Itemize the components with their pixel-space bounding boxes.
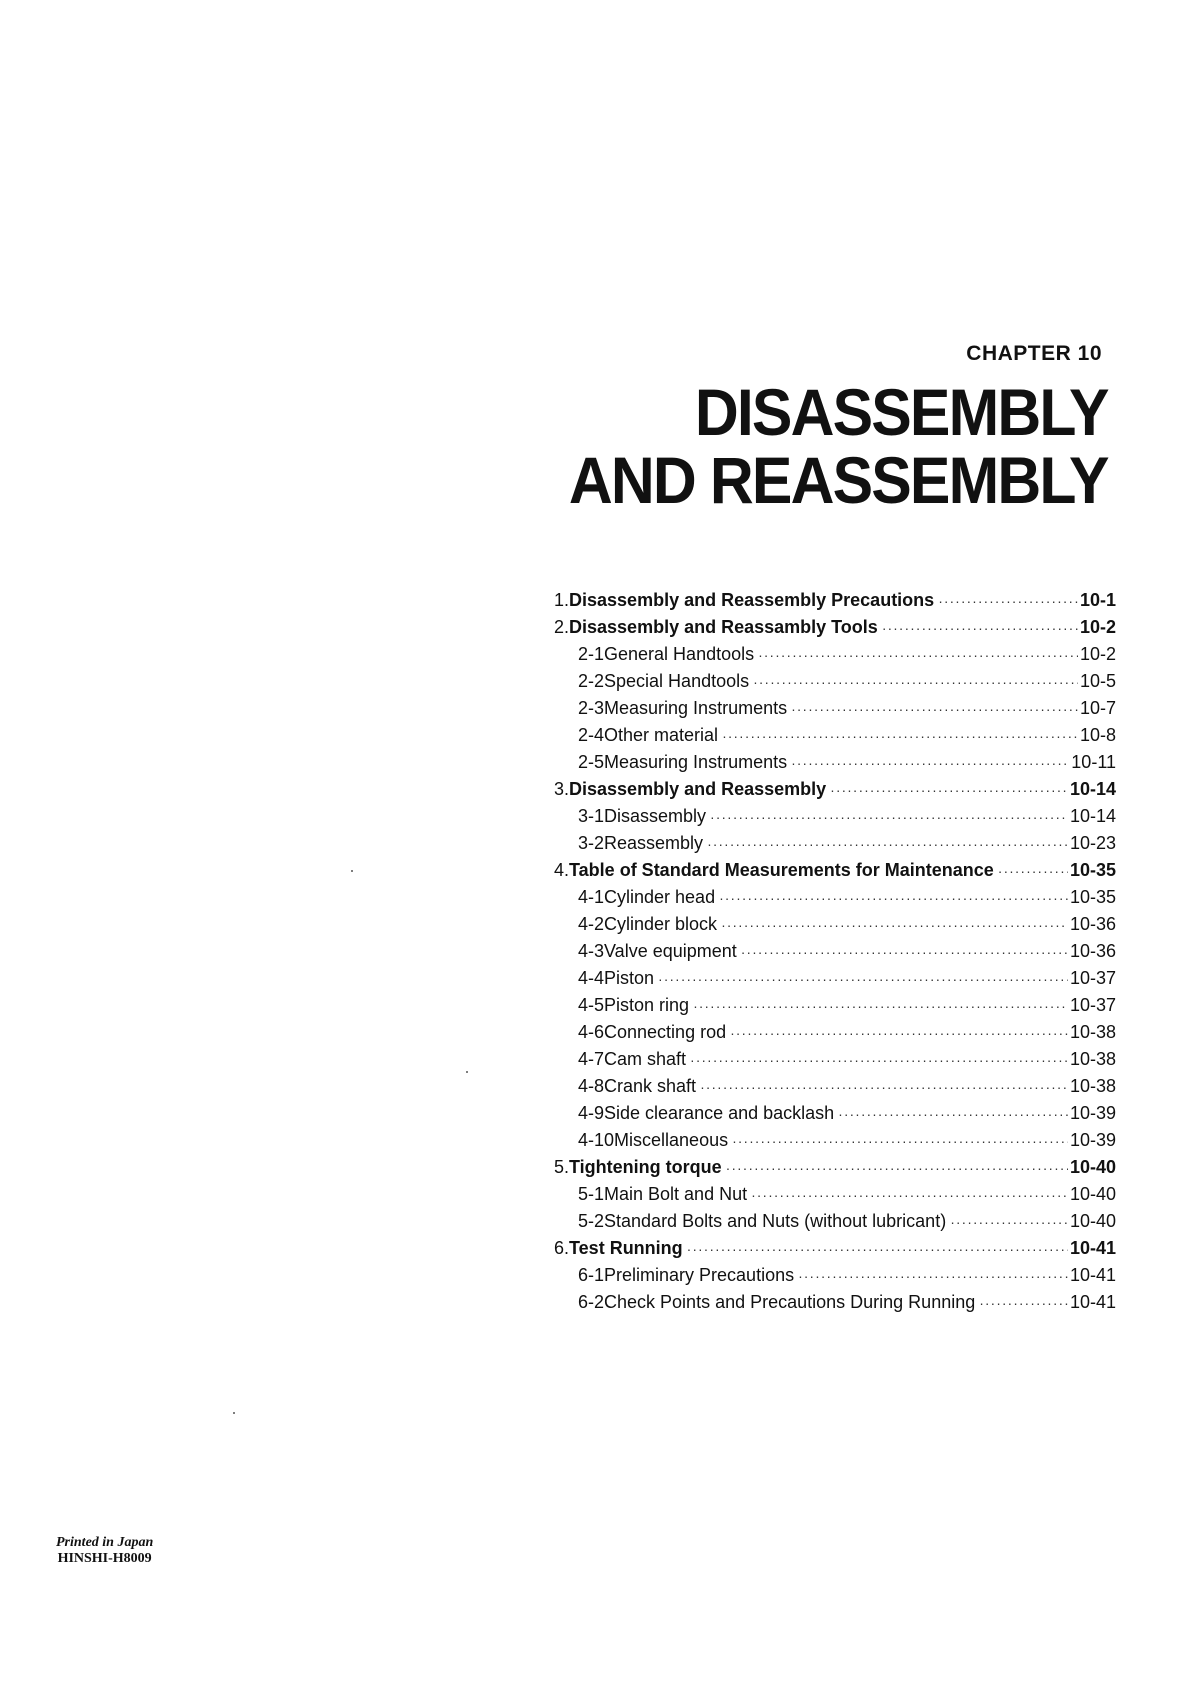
toc-entry-page: 10-8 [1079, 725, 1116, 745]
toc-leader-dots [741, 939, 1068, 966]
document-code: HINSHI-H8009 [57, 1551, 152, 1566]
toc-leader-dots [732, 1128, 1068, 1155]
toc-entry [554, 1019, 1116, 1046]
toc-entry-page: 10-40 [1069, 1184, 1116, 1204]
toc-entry [554, 722, 1116, 749]
toc-entry-title: Miscellaneous [614, 1130, 729, 1150]
toc-entry-title: General Handtools [604, 644, 755, 664]
toc-entry [554, 1235, 1116, 1262]
toc-entry [554, 587, 1116, 614]
printed-in-label: Printed in Japan [56, 1535, 154, 1550]
toc-entry-number: 3-2 [578, 833, 605, 853]
toc-entry [554, 1073, 1116, 1100]
toc-entry-page: 10-35 [1069, 860, 1116, 880]
toc-entry-title: Connecting rod [604, 1022, 727, 1042]
toc-leader-dots [687, 1236, 1068, 1263]
toc-entry-page: 10-37 [1069, 968, 1116, 988]
toc-leader-dots [700, 1074, 1068, 1101]
toc-entry-number: 4-8 [578, 1076, 605, 1096]
toc-entry-page: 10-2 [1079, 617, 1116, 637]
toc-entry-page: 10-38 [1069, 1076, 1116, 1096]
toc-leader-dots [979, 1290, 1068, 1317]
toc-leader-dots [690, 1047, 1068, 1074]
toc-entry-title: Test Running [569, 1238, 683, 1258]
toc-entry-page: 10-23 [1069, 833, 1116, 853]
toc-leader-dots [726, 1155, 1068, 1182]
toc-entry [554, 1154, 1116, 1181]
toc-leader-dots [721, 912, 1068, 939]
toc-entry-page: 10-39 [1069, 1130, 1116, 1150]
toc-entry-title: Main Bolt and Nut [604, 1184, 748, 1204]
toc-entry-title: Cylinder head [604, 887, 716, 907]
toc-entry [554, 830, 1116, 857]
toc-entry-title: Special Handtools [604, 671, 750, 691]
toc-entry [554, 614, 1116, 641]
toc-leader-dots [882, 615, 1078, 642]
toc-entry [554, 803, 1116, 830]
toc-entry [554, 668, 1116, 695]
scan-speck [466, 1071, 468, 1073]
toc-entry-number: 4-4 [578, 968, 605, 988]
toc-entry [554, 965, 1116, 992]
scan-speck [233, 1412, 235, 1414]
toc-leader-dots [950, 1209, 1068, 1236]
toc-entry [554, 884, 1116, 911]
toc-entry [554, 1289, 1116, 1316]
toc-leader-dots [707, 831, 1068, 858]
toc-entry-title: Tightening torque [569, 1157, 722, 1177]
toc-entry-page: 10-37 [1069, 995, 1116, 1015]
toc-entry-number: 4-6 [578, 1022, 605, 1042]
table-of-contents [554, 587, 1116, 1316]
toc-entry-title: Cylinder block [604, 914, 718, 934]
toc-entry [554, 749, 1116, 776]
toc-leader-dots [938, 588, 1078, 615]
toc-entry-number: 4-1 [578, 887, 605, 907]
toc-entry [554, 992, 1116, 1019]
toc-entry-page: 10-14 [1069, 779, 1116, 799]
toc-entry-number: 2-4 [578, 725, 605, 745]
toc-entry-number: 5-2 [578, 1211, 605, 1231]
toc-leader-dots [693, 993, 1068, 1020]
toc-entry [554, 641, 1116, 668]
toc-entry [554, 1262, 1116, 1289]
toc-entry [554, 695, 1116, 722]
toc-entry-page: 10-39 [1069, 1103, 1116, 1123]
toc-entry-page: 10-14 [1069, 806, 1116, 826]
toc-entry-number: 5. [554, 1157, 570, 1177]
chapter-title [569, 375, 1108, 517]
toc-entry-number: 4-5 [578, 995, 605, 1015]
toc-entry-title: Measuring Instruments [604, 752, 788, 772]
scan-speck [351, 870, 353, 872]
toc-entry-number: 2-1 [578, 644, 605, 664]
chapter-title-line-1: DISASSEMBLY [695, 375, 1108, 449]
toc-leader-dots [791, 696, 1078, 723]
toc-entry-page: 10-36 [1069, 914, 1116, 934]
toc-entry-number: 4-10 [578, 1130, 615, 1150]
toc-entry-number: 6-1 [578, 1265, 605, 1285]
toc-entry-number: 4. [554, 860, 570, 880]
toc-leader-dots [719, 885, 1068, 912]
toc-entry [554, 1046, 1116, 1073]
imprint [56, 1535, 153, 1567]
toc-leader-dots [658, 966, 1068, 993]
toc-entry-title: Standard Bolts and Nuts (without lubricant) [604, 1211, 947, 1231]
toc-entry-title: Disassembly and Reassembly [569, 779, 827, 799]
toc-entry-title: Check Points and Precautions During Running [604, 1292, 976, 1312]
toc-entry [554, 1208, 1116, 1235]
toc-entry-number: 1. [554, 590, 570, 610]
toc-entry-page: 10-41 [1069, 1238, 1116, 1258]
toc-entry-number: 4-2 [578, 914, 605, 934]
toc-leader-dots [830, 777, 1068, 804]
toc-leader-dots [722, 723, 1078, 750]
toc-entry-page: 10-36 [1069, 941, 1116, 961]
toc-entry-page: 10-35 [1069, 887, 1116, 907]
toc-leader-dots [753, 669, 1078, 696]
toc-entry-number: 4-3 [578, 941, 605, 961]
toc-entry-number: 2-2 [578, 671, 605, 691]
toc-leader-dots [758, 642, 1078, 669]
toc-entry-number: 4-9 [578, 1103, 605, 1123]
toc-leader-dots [730, 1020, 1068, 1047]
toc-leader-dots [791, 750, 1069, 777]
chapter-title-line-2: AND REASSEMBLY [569, 443, 1108, 517]
toc-entry-title: Other material [604, 725, 719, 745]
toc-entry-page: 10-38 [1069, 1049, 1116, 1069]
toc-entry-page: 10-2 [1079, 644, 1116, 664]
toc-leader-dots [998, 858, 1068, 885]
toc-entry-title: Disassembly and Reassambly Tools [569, 617, 878, 637]
toc-leader-dots [751, 1182, 1068, 1209]
toc-leader-dots [838, 1101, 1068, 1128]
toc-entry-page: 10-11 [1071, 752, 1116, 772]
toc-entry [554, 911, 1116, 938]
toc-entry-title: Reassembly [604, 833, 704, 853]
toc-entry-title: Cam shaft [604, 1049, 687, 1069]
toc-entry-title: Preliminary Precautions [604, 1265, 795, 1285]
toc-entry [554, 1127, 1116, 1154]
chapter-label: CHAPTER 10 [966, 342, 1102, 365]
toc-leader-dots [710, 804, 1068, 831]
toc-entry-page: 10-41 [1069, 1265, 1116, 1285]
toc-entry-number: 2. [554, 617, 570, 637]
toc-entry [554, 1181, 1116, 1208]
toc-entry-number: 6-2 [578, 1292, 605, 1312]
toc-entry-page: 10-41 [1069, 1292, 1116, 1312]
toc-entry-number: 2-5 [578, 752, 605, 772]
toc-entry-title: Table of Standard Measurements for Maintenance [569, 860, 994, 880]
toc-entry-number: 5-1 [578, 1184, 605, 1204]
toc-entry-title: Valve equipment [604, 941, 737, 961]
toc-entry-page: 10-1 [1079, 590, 1116, 610]
toc-entry-title: Piston ring [604, 995, 690, 1015]
toc-entry [554, 776, 1116, 803]
toc-entry-title: Crank shaft [604, 1076, 697, 1096]
toc-leader-dots [798, 1263, 1068, 1290]
toc-entry-title: Piston [604, 968, 655, 988]
toc-entry-number: 6. [554, 1238, 570, 1258]
toc-entry-number: 3. [554, 779, 570, 799]
toc-entry-number: 3-1 [578, 806, 605, 826]
toc-entry-title: Disassembly and Reassembly Precautions [569, 590, 935, 610]
toc-entry-page: 10-38 [1069, 1022, 1116, 1042]
toc-entry-page: 10-7 [1079, 698, 1116, 718]
toc-entry [554, 857, 1116, 884]
toc-entry-title: Measuring Instruments [604, 698, 788, 718]
toc-entry-page: 10-5 [1079, 671, 1116, 691]
toc-entry [554, 1100, 1116, 1127]
toc-entry-number: 4-7 [578, 1049, 605, 1069]
toc-entry-title: Side clearance and backlash [604, 1103, 835, 1123]
toc-entry-number: 2-3 [578, 698, 605, 718]
toc-entry-title: Disassembly [604, 806, 707, 826]
toc-entry-page: 10-40 [1069, 1211, 1116, 1231]
toc-entry-page: 10-40 [1069, 1157, 1116, 1177]
toc-entry [554, 938, 1116, 965]
